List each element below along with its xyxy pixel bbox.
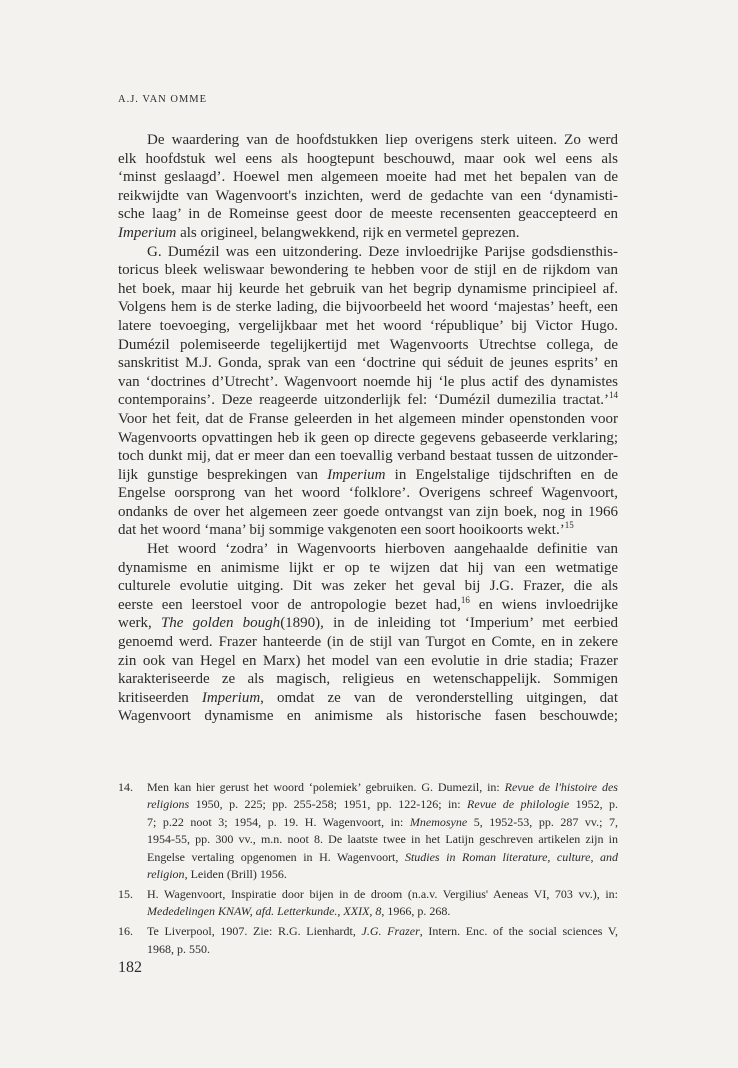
body-line bbox=[118, 391, 618, 410]
text-run: , 1966, p. 268. bbox=[381, 904, 451, 919]
body-line bbox=[118, 187, 618, 206]
text-run: kritiseerden bbox=[118, 689, 202, 706]
text-run: Het woord ‘zodra’ in Wagenvoorts hierboven aangehaalde definitie van bbox=[147, 541, 618, 558]
text-run: ‘minst geslaagd’. Hoewel men algemeen moeite had met het bepalen van de bbox=[118, 169, 618, 186]
body-line bbox=[118, 410, 618, 429]
body-line bbox=[118, 298, 618, 317]
italic-text: Revue de l'histoire des bbox=[504, 780, 618, 794]
footnote-line bbox=[147, 923, 618, 940]
paragraph bbox=[118, 540, 618, 726]
footnote-line bbox=[147, 849, 618, 866]
body-line bbox=[118, 224, 618, 243]
text-run: 1950, p. 225; pp. 255-258; 1951, pp. 122-126; in: bbox=[189, 797, 468, 812]
body-line bbox=[118, 689, 618, 708]
body-line bbox=[118, 168, 618, 187]
body-line bbox=[118, 633, 618, 652]
text-run: eerste een leerstoel voor de antropologie bezet had, bbox=[118, 596, 461, 613]
italic-text: Imperium bbox=[118, 224, 177, 241]
text-run: (1890), in de inleiding tot ‘Imperium’ met eerbied bbox=[280, 615, 618, 632]
body-line bbox=[118, 429, 618, 448]
footnote-text bbox=[147, 886, 618, 921]
italic-text: Studies in Roman literature, culture, and bbox=[404, 849, 619, 864]
footnote-reference: 15 bbox=[564, 520, 574, 531]
body-line bbox=[118, 466, 618, 485]
body-line bbox=[118, 131, 618, 150]
text-run: , Leiden (Brill) 1956. bbox=[184, 866, 287, 881]
text-run: 5, 1952-53, pp. 287 vv.; 7, bbox=[467, 814, 618, 829]
text-run: karakteriseerde ze als magisch, religieus en wetenschappelijk. Sommigen bbox=[118, 671, 618, 688]
text-run: contemporains’. Deze reageerde uitzonderlijk fel: ‘Dumézil dumezilia tractat.’ bbox=[118, 392, 609, 409]
text-run: H. Wagenvoort, Inspiratie door bijen in de droom (n.a.v. Vergilius' Aeneas VI, 703 vv.), in: bbox=[147, 886, 618, 901]
italic-text: The golden bough bbox=[160, 615, 281, 632]
text-run: Engelse vertaling opgenomen in H. Wagenvoort, bbox=[147, 849, 405, 864]
text-run: dat het woord ‘mana’ bij sommige vakgenoten een soort hooikoorts wekt.’ bbox=[118, 522, 565, 539]
italic-text: religion bbox=[147, 866, 185, 881]
text-run: reikwijdte van Wagenvoort's inzichten, werd de gedachte van een ‘dynamisti- bbox=[118, 187, 618, 204]
body-line bbox=[118, 280, 618, 299]
footnote-reference: 16 bbox=[460, 594, 470, 605]
footnote-line bbox=[147, 866, 618, 883]
text-run: Te Liverpool, 1907. Zie: R.G. Lienhardt, bbox=[147, 924, 362, 939]
footnote-line bbox=[147, 903, 618, 920]
footnote-line bbox=[147, 779, 618, 796]
page-number: 182 bbox=[118, 959, 142, 976]
footnotes bbox=[118, 779, 618, 961]
footnote-number: 15. bbox=[118, 886, 133, 901]
body-line bbox=[118, 521, 618, 540]
text-run: sanskritist M.J. Gonda, sprak van een ‘doctrine qui séduit de jeunes esprits’ en bbox=[118, 355, 618, 372]
body-line bbox=[118, 243, 618, 262]
body-line bbox=[118, 614, 618, 633]
body-line bbox=[118, 540, 618, 559]
italic-text: Revue de philologie bbox=[467, 797, 570, 812]
text-run: Wagenvoorts opvattingen heb ik geen op directe gegevens gebaseerde verklaring; bbox=[118, 429, 618, 446]
paragraph bbox=[118, 131, 618, 243]
body-line bbox=[118, 596, 618, 615]
footnote-reference: 14 bbox=[609, 390, 618, 401]
text-run: elk hoofdstuk wel eens als hoogtepunt beschouwd, maar ook wel eens als bbox=[118, 150, 618, 167]
text-run: Men kan hier gerust het woord ‘polemiek’ gebruiken. G. Dumezil, in: bbox=[147, 780, 505, 794]
text-run: , Intern. Enc. of the social sciences V, bbox=[419, 924, 618, 939]
footnote-text bbox=[147, 779, 618, 883]
body-line bbox=[118, 707, 618, 726]
body-line bbox=[118, 205, 618, 224]
text-run: lijk gunstige besprekingen van bbox=[118, 466, 328, 483]
body-line bbox=[118, 670, 618, 689]
text-run: De waardering van de hoofdstukken liep overigens sterk uiteen. Zo werd bbox=[147, 132, 618, 148]
italic-text: religions bbox=[147, 797, 190, 812]
text-run: 1952, p. bbox=[569, 797, 618, 812]
text-run: 1968, p. 550. bbox=[147, 941, 210, 956]
text-run: toch dunkt mij, dat er meer dan een toevallig verband bestaat tussen de uitzonder- bbox=[118, 448, 618, 465]
text-run: als origineel, belangwekkend, rijk en vermetel geprezen. bbox=[176, 224, 520, 241]
text-run: Engelse oorsprong van het woord ‘folklore’. Overigens schreef Wagenvoort, bbox=[118, 485, 618, 502]
body-line bbox=[118, 447, 618, 466]
text-run: Voor het feit, dat de Franse geleerden in het algemeen minder openstonden voor bbox=[118, 410, 618, 427]
text-run: 1954-55, pp. 300 vv., m.n. noot 8. De laatste twee in het Latijn geschreven artikelen zijn in bbox=[147, 832, 618, 847]
text-run: culturele evolutie uitging. Dit was zeker het geval bij J.G. Frazer, die als bbox=[118, 578, 618, 595]
text-run: 7; p.22 noot 3; 1954, p. 19. H. Wagenvoort, in: bbox=[147, 814, 410, 829]
text-run: zin ook van Hegel en Marx) het model van een evolutie in drie stadia; Frazer bbox=[118, 652, 618, 669]
italic-text: Mnemosyne bbox=[409, 814, 468, 829]
text-run: Volgens hem is de sterke lading, die bijvoorbeeld het woord ‘majestas’ heeft, een bbox=[118, 299, 618, 316]
footnote bbox=[118, 923, 618, 958]
footnote-text bbox=[147, 923, 618, 958]
footnote-line bbox=[147, 941, 618, 958]
running-head: A.J. VAN OMME bbox=[118, 94, 208, 105]
italic-text: Mededelingen KNAW, afd. Letterkunde., XXIX, 8 bbox=[147, 904, 382, 919]
body-line bbox=[118, 503, 618, 522]
italic-text: J.G. Frazer bbox=[361, 924, 420, 939]
body-line bbox=[118, 652, 618, 671]
body-line bbox=[118, 150, 618, 169]
body-line bbox=[118, 484, 618, 503]
footnote-number: 16. bbox=[118, 924, 133, 939]
text-run: sche laag’ in de Romeinse geest door de meeste recensenten geaccepteerd en bbox=[118, 206, 618, 223]
body-line bbox=[118, 317, 618, 336]
paragraph bbox=[118, 243, 618, 541]
text-run: het boek, maar hij keurde het gebruik van het begrip dynamisme principieel af. bbox=[118, 280, 618, 297]
text-run: Wagenvoort dynamisme en animisme als historische fasen beschouwde; bbox=[118, 708, 618, 725]
body-line bbox=[118, 559, 618, 578]
footnote-line bbox=[147, 886, 618, 903]
text-run: werk, bbox=[118, 615, 161, 632]
body-line bbox=[118, 577, 618, 596]
text-run: toricus bleek weliswaar bewondering te hebben voor de stijl en de rijkdom van bbox=[118, 262, 618, 279]
italic-text: Imperium bbox=[201, 689, 261, 706]
text-run: van ‘doctrines d’Utrecht’. Wagenvoort noemde hij ‘le plus actif des dynamistes bbox=[118, 373, 618, 390]
footnote-line bbox=[147, 814, 618, 831]
text-run: , omdat ze van de veronderstelling uitgingen, dat bbox=[260, 689, 618, 706]
footnote bbox=[118, 779, 618, 883]
text-run: in Engelstalige tijdschriften en de bbox=[385, 466, 618, 483]
body-line bbox=[118, 354, 618, 373]
text-run: Dumézil polemiseerde tegelijkertijd met Wagenvoorts Utrechtse collega, de bbox=[118, 336, 618, 353]
footnote-number: 14. bbox=[118, 780, 133, 794]
text-run: dynamisme en animisme lijkt er op te wijzen dat hij van een wetmatige bbox=[118, 559, 618, 576]
text-run: ondanks de over het algemeen zeer goede ontvangst van zijn boek, nog in 1966 bbox=[118, 503, 618, 520]
body-line bbox=[118, 336, 618, 355]
body-line bbox=[118, 373, 618, 392]
text-run: G. Dumézil was een uitzondering. Deze invloedrijke Parijse godsdiensthis- bbox=[147, 243, 618, 260]
footnote-line bbox=[147, 796, 618, 813]
text-run: genoemd werd. Frazer hanteerde (in de stijl van Turgot en Comte, en in zekere bbox=[118, 634, 618, 651]
footnote-line bbox=[147, 831, 618, 848]
text-run: en wiens invloedrijke bbox=[469, 596, 618, 613]
body-line bbox=[118, 261, 618, 280]
text-run: latere toevoeging, vergelijkbaar met het woord ‘république’ bij Victor Hugo. bbox=[118, 317, 618, 334]
footnote bbox=[118, 886, 618, 921]
italic-text: Imperium bbox=[327, 466, 386, 483]
body-text bbox=[118, 131, 618, 726]
